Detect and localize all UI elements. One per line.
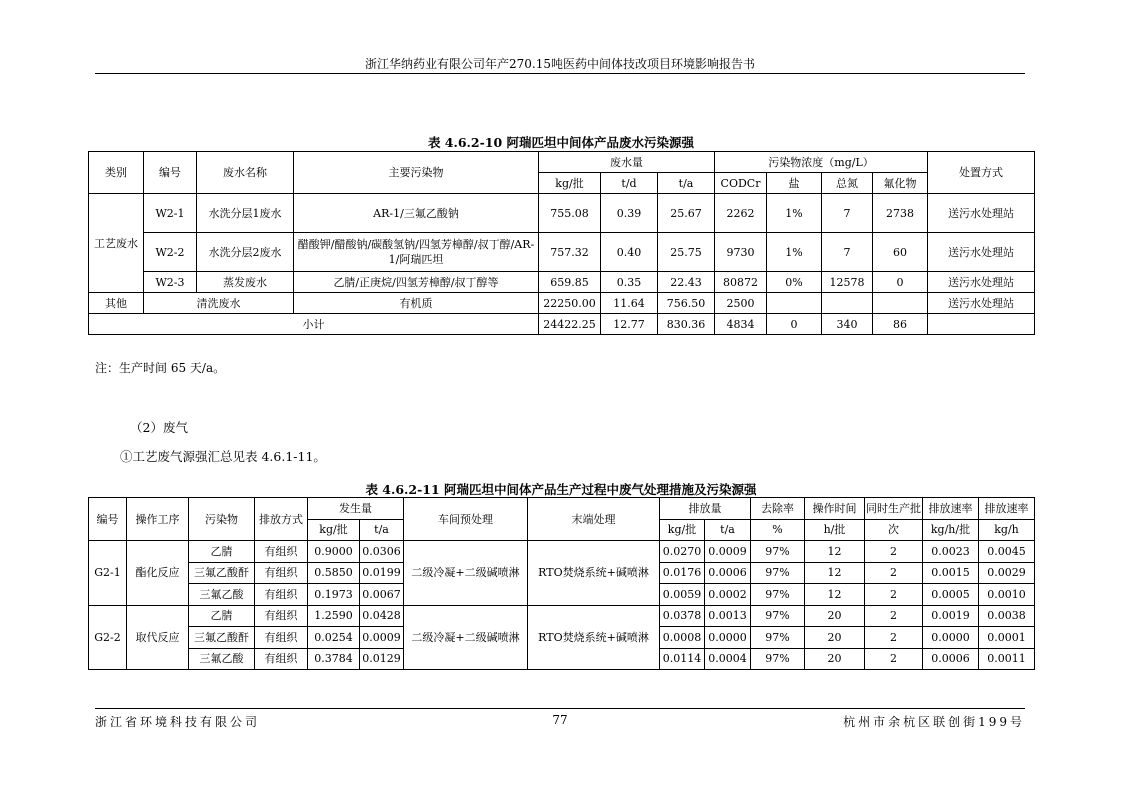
th-end-treatment: 末端处理: [528, 498, 660, 541]
cell-process: 酯化反应: [127, 541, 189, 606]
table-row: [89, 233, 1035, 272]
cell-id: W2-2: [144, 233, 197, 272]
footer-rule: [95, 708, 1025, 709]
cell-name: 清洗废水: [144, 293, 294, 314]
table2-caption: 表 4.6.2-11 阿瑞匹坦中间体产品生产过程中废气处理措施及污染源强: [365, 482, 757, 497]
cell-rate2: 0.0011: [979, 648, 1035, 670]
cell-codcr: 2500: [715, 293, 767, 314]
th-emit-ta: t/a: [705, 519, 751, 541]
cell-fluoride: 0: [873, 272, 928, 293]
cell-rate2: 0.0010: [979, 584, 1035, 606]
cell-emit-ta: 0.0000: [705, 627, 751, 649]
cell-disposal: [928, 314, 1035, 335]
cell-gen-ta: 0.0129: [360, 648, 404, 670]
cell-gen-kg: 0.5850: [308, 562, 360, 584]
cell-gen-ta: 0.0306: [360, 541, 404, 563]
cell-td: 0.35: [601, 272, 658, 293]
cell-gen-kg: 1.2590: [308, 605, 360, 627]
th-emit-kg: kg/批: [660, 519, 705, 541]
page-header: 浙江华纳药业有限公司年产270.15吨医药中间体技改项目环境影响报告书: [365, 57, 755, 71]
cell-name: 水洗分层2废水: [197, 233, 294, 272]
cell-mode: 有组织: [255, 627, 308, 649]
th-process: 操作工序: [127, 498, 189, 541]
cell-rate1: 0.0015: [923, 562, 979, 584]
cell-name: 蒸发废水: [197, 272, 294, 293]
cell-disposal: 送污水处理站: [928, 194, 1035, 233]
th-tn: 总氮: [822, 173, 873, 194]
th-rate2-unit: kg/h: [979, 519, 1035, 541]
th-concentration: 污染物浓度（mg/L）: [715, 152, 928, 173]
cell-emit-ta: 0.0002: [705, 584, 751, 606]
cell-removal: 97%: [751, 541, 805, 563]
th-pollutant: 污染物: [189, 498, 255, 541]
cell-gen-ta: 0.0009: [360, 627, 404, 649]
cell-removal: 97%: [751, 562, 805, 584]
cell-ta: 756.50: [658, 293, 715, 314]
cell-ta: 22.43: [658, 272, 715, 293]
th-kg: kg/批: [539, 173, 601, 194]
exhaust-table: [88, 497, 1035, 670]
th-name: 废水名称: [197, 152, 294, 194]
subtotal-row: [89, 314, 1035, 335]
cell-pretreatment: 二级冷凝+二级碱喷淋: [404, 541, 528, 606]
cell-disposal: 送污水处理站: [928, 272, 1035, 293]
cell-id: W2-1: [144, 194, 197, 233]
cell-removal: 97%: [751, 584, 805, 606]
page-number: 77: [552, 713, 568, 727]
table-row: [89, 293, 1035, 314]
table-row: [89, 605, 1035, 627]
cell-rate2: 0.0045: [979, 541, 1035, 563]
cell-salt: 0%: [767, 272, 822, 293]
cell-tn: 7: [822, 194, 873, 233]
footer-company: 浙江省环境科技有限公司: [95, 715, 261, 729]
cell-optime: 20: [805, 627, 865, 649]
cell-mode: 有组织: [255, 541, 308, 563]
cell-gen-kg: 0.9000: [308, 541, 360, 563]
cell-pollutant: AR-1/三氟乙酸钠: [294, 194, 539, 233]
th-rate2: 排放速率: [979, 498, 1035, 520]
cell-td: 11.64: [601, 293, 658, 314]
cell-codcr: 9730: [715, 233, 767, 272]
cell-gen-ta: 0.0428: [360, 605, 404, 627]
th-batch: 同时生产批: [865, 498, 923, 520]
cell-pollutant: 三氟乙酸: [189, 584, 255, 606]
cell-id: G2-2: [89, 605, 127, 670]
th-pretreatment: 车间预处理: [404, 498, 528, 541]
cell-process: 取代反应: [127, 605, 189, 670]
header-rule: [95, 73, 1025, 74]
cell-optime: 20: [805, 648, 865, 670]
th-generation: 发生量: [308, 498, 404, 520]
th-pollutant: 主要污染物: [294, 152, 539, 194]
cell-id: W2-3: [144, 272, 197, 293]
table-note: 注：生产时间 65 天/a。: [95, 361, 226, 375]
cell-batch: 2: [865, 605, 923, 627]
th-hb: h/批: [805, 519, 865, 541]
cell-batch: 2: [865, 562, 923, 584]
cell-codcr: 2262: [715, 194, 767, 233]
cell-gen-kg: 0.0254: [308, 627, 360, 649]
cell-mode: 有组织: [255, 562, 308, 584]
cell-emit-kg: 0.0270: [660, 541, 705, 563]
cell-gen-ta: 0.0067: [360, 584, 404, 606]
th-fluoride: 氟化物: [873, 173, 928, 194]
th-disposal: 处置方式: [928, 152, 1035, 194]
cell-disposal: 送污水处理站: [928, 233, 1035, 272]
cell-pollutant: 三氟乙酸酐: [189, 562, 255, 584]
th-gen-ta: t/a: [360, 519, 404, 541]
cell-mode: 有组织: [255, 648, 308, 670]
cell-gen-kg: 0.1973: [308, 584, 360, 606]
cell-pollutant: 乙腈: [189, 605, 255, 627]
cell-batch: 2: [865, 541, 923, 563]
cell-pollutant: 乙腈/正庚烷/四氢芳樟醇/叔丁醇等: [294, 272, 539, 293]
cell-optime: 12: [805, 562, 865, 584]
cell-tn: 340: [822, 314, 873, 335]
th-volume: 废水量: [539, 152, 715, 173]
th-ta: t/a: [658, 173, 715, 194]
cell-pollutant: 三氟乙酸酐: [189, 627, 255, 649]
cell-rate1: 0.0000: [923, 627, 979, 649]
cell-rate1: 0.0006: [923, 648, 979, 670]
cell-emit-ta: 0.0009: [705, 541, 751, 563]
wastewater-table: [88, 151, 1035, 335]
table1-caption: 表 4.6.2-10 阿瑞匹坦中间体产品废水污染源强: [427, 135, 695, 150]
th-removal: 去除率: [751, 498, 805, 520]
cell-kg: 22250.00: [539, 293, 601, 314]
cell-category: 工艺废水: [89, 194, 144, 293]
cell-emit-kg: 0.0008: [660, 627, 705, 649]
table-row: [89, 272, 1035, 293]
table-row: [89, 194, 1035, 233]
cell-fluoride: 86: [873, 314, 928, 335]
cell-td: 0.40: [601, 233, 658, 272]
cell-batch: 2: [865, 584, 923, 606]
th-id: 编号: [89, 498, 127, 541]
th-rate1-unit: kg/h/批: [923, 519, 979, 541]
cell-end-treatment: RTO焚烧系统+碱喷淋: [528, 541, 660, 606]
th-codcr: CODCr: [715, 173, 767, 194]
table-row: [89, 541, 1035, 563]
cell-codcr: 80872: [715, 272, 767, 293]
cell-emit-ta: 0.0006: [705, 562, 751, 584]
cell-salt: 1%: [767, 233, 822, 272]
cell-removal: 97%: [751, 627, 805, 649]
cell-rate2: 0.0001: [979, 627, 1035, 649]
cell-rate1: 0.0019: [923, 605, 979, 627]
cell-kg: 757.32: [539, 233, 601, 272]
cell-end-treatment: RTO焚烧系统+碱喷淋: [528, 605, 660, 670]
th-emission: 排放量: [660, 498, 751, 520]
cell-pretreatment: 二级冷凝+二级碱喷淋: [404, 605, 528, 670]
cell-tn: 12578: [822, 272, 873, 293]
cell-rate1: 0.0023: [923, 541, 979, 563]
cell-batch: 2: [865, 627, 923, 649]
cell-batch: 2: [865, 648, 923, 670]
cell-codcr: 4834: [715, 314, 767, 335]
section-text: ①工艺废气源强汇总见表 4.6.1-11。: [120, 449, 326, 464]
cell-fluoride: 2738: [873, 194, 928, 233]
th-category: 类别: [89, 152, 144, 194]
cell-gen-kg: 0.3784: [308, 648, 360, 670]
cell-fluoride: [873, 293, 928, 314]
th-pct: %: [751, 519, 805, 541]
cell-tn: 7: [822, 233, 873, 272]
cell-category: 其他: [89, 293, 144, 314]
th-salt: 盐: [767, 173, 822, 194]
cell-salt: 1%: [767, 194, 822, 233]
cell-name: 水洗分层1废水: [197, 194, 294, 233]
cell-ta: 25.67: [658, 194, 715, 233]
th-mode: 排放方式: [255, 498, 308, 541]
cell-mode: 有组织: [255, 584, 308, 606]
cell-removal: 97%: [751, 648, 805, 670]
cell-subtotal-label: 小计: [89, 314, 539, 335]
cell-rate1: 0.0005: [923, 584, 979, 606]
cell-emit-kg: 0.0176: [660, 562, 705, 584]
footer-address: 杭州市余杭区联创街199号: [843, 715, 1025, 729]
cell-kg: 659.85: [539, 272, 601, 293]
cell-td: 0.39: [601, 194, 658, 233]
th-gen-kg: kg/批: [308, 519, 360, 541]
cell-disposal: 送污水处理站: [928, 293, 1035, 314]
cell-gen-ta: 0.0199: [360, 562, 404, 584]
cell-tn: [822, 293, 873, 314]
cell-fluoride: 60: [873, 233, 928, 272]
cell-ta: 25.75: [658, 233, 715, 272]
cell-kg: 24422.25: [539, 314, 601, 335]
cell-emit-ta: 0.0013: [705, 605, 751, 627]
cell-pollutant: 有机质: [294, 293, 539, 314]
cell-pollutant: 乙腈: [189, 541, 255, 563]
th-optime: 操作时间: [805, 498, 865, 520]
cell-td: 12.77: [601, 314, 658, 335]
th-id: 编号: [144, 152, 197, 194]
cell-salt: 0: [767, 314, 822, 335]
cell-optime: 12: [805, 584, 865, 606]
cell-emit-ta: 0.0004: [705, 648, 751, 670]
th-td: t/d: [601, 173, 658, 194]
cell-rate2: 0.0038: [979, 605, 1035, 627]
cell-pollutant: 三氟乙酸: [189, 648, 255, 670]
cell-salt: [767, 293, 822, 314]
cell-optime: 12: [805, 541, 865, 563]
cell-emit-kg: 0.0378: [660, 605, 705, 627]
cell-pollutant: 醋酸钾/醋酸钠/碳酸氢钠/四氢芳樟醇/叔丁醇/AR-1/阿瑞匹坦: [294, 233, 539, 272]
cell-removal: 97%: [751, 605, 805, 627]
th-batch-unit: 次: [865, 519, 923, 541]
cell-rate2: 0.0029: [979, 562, 1035, 584]
cell-ta: 830.36: [658, 314, 715, 335]
cell-emit-kg: 0.0114: [660, 648, 705, 670]
section-heading: （2）废气: [130, 420, 188, 435]
cell-optime: 20: [805, 605, 865, 627]
cell-kg: 755.08: [539, 194, 601, 233]
cell-emit-kg: 0.0059: [660, 584, 705, 606]
th-rate1: 排放速率: [923, 498, 979, 520]
cell-id: G2-1: [89, 541, 127, 606]
cell-mode: 有组织: [255, 605, 308, 627]
